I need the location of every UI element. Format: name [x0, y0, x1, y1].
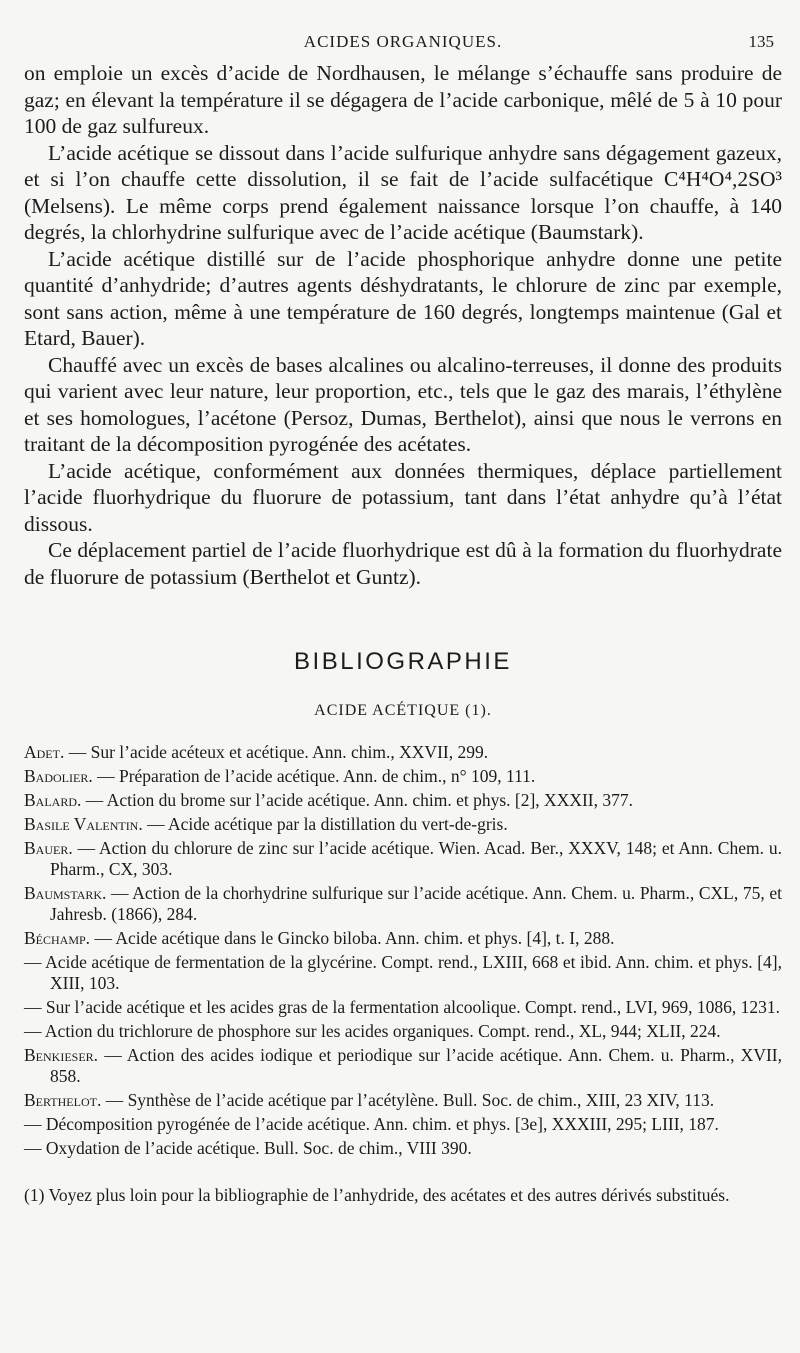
- page-number: 135: [748, 32, 774, 51]
- entry-author: Balard.: [24, 790, 82, 810]
- paragraph: Chauffé avec un excès de bases alcalines ou alcalino-terreuses, il donne des produits qui varient avec leur nature, leur proportion, etc., tels que le gaz des marais, l’éthylène et ses homologues, l’acétone (Persoz, Dumas, Berthelot), ainsi que nous le verrons en traitant de la décomposition pyrogénée des acétates.: [24, 352, 782, 456]
- bibliography-entry: [24, 1021, 782, 1042]
- bibliography-heading: BIBLIOGRAPHIE: [294, 648, 512, 675]
- bibliography-entry: [24, 814, 782, 835]
- entry-text: — Action des acides iodique et periodique sur l’acide acétique. Ann. Chem. u. Pharm., XVII, 858.: [50, 1045, 782, 1086]
- entry-text: — Acide acétique de fermentation de la glycérine. Compt. rend., LXIII, 668 et ibid. Ann. chim. et phys. [4], XIII, 103.: [24, 952, 782, 993]
- entry-text: — Synthèse de l’acide acétique par l’acétylène. Bull. Soc. de chim., XIII, 23 XIV, 113.: [101, 1090, 715, 1110]
- entry-text: — Acide acétique dans le Gincko biloba. Ann. chim. et phys. [4], t. I, 288.: [90, 928, 615, 948]
- bibliography-entry: [24, 766, 782, 787]
- bibliography-entry: [24, 1138, 782, 1159]
- entry-author: Basile Valentin.: [24, 814, 143, 834]
- entry-text: — Préparation de l’acide acétique. Ann. de chim., n° 109, 111.: [92, 766, 536, 786]
- bibliography-entry: [24, 742, 782, 763]
- paragraph: L’acide acétique se dissout dans l’acide sulfurique anhydre sans dégagement gazeux, et si l’on chauffe cette dissolution, il se fait de l’acide sulfacétique C⁴H⁴O⁴,2SO³ (Melsens). Le même corps prend également naissance lorsque l’on chauffe, à 140 degrés, la chlorhydrine sulfurique avec de l’acide acétique (Baumstark).: [24, 140, 782, 244]
- bibliography-entry: [24, 838, 782, 880]
- footnote: (1) Voyez plus loin pour la bibliographie de l’anhydride, des acétates et des autres dérivés substitués.: [24, 1185, 730, 1205]
- bibliography-entry: [24, 1090, 782, 1111]
- entry-author: Badolier.: [24, 766, 93, 786]
- bibliography-entry: [24, 790, 782, 811]
- running-title: ACIDES ORGANIQUES.: [303, 32, 503, 51]
- entry-author: Benkieser.: [24, 1045, 99, 1065]
- entry-text: — Action du chlorure de zinc sur l’acide acétique. Wien. Acad. Ber., XXXV, 148; et Ann. Chem. u. Pharm., CX, 303.: [50, 838, 782, 879]
- entry-text: — Action du brome sur l’acide acétique. Ann. chim. et phys. [2], XXXII, 377.: [81, 790, 633, 810]
- entry-author: Bauer.: [24, 838, 73, 858]
- entry-text: — Acide acétique par la distillation du vert-de-gris.: [142, 814, 508, 834]
- paragraph: L’acide acétique distillé sur de l’acide phosphorique anhydre donne une petite quantité d’anhydride; d’autres agents déshydratants, le chlorure de zinc par exemple, sont sans action, même à une température de 160 degrés, longtemps maintenue (Gal et Etard, Bauer).: [24, 246, 782, 350]
- entry-text: — Action du trichlorure de phosphore sur les acides organiques. Compt. rend., XL, 944; XLII, 224.: [24, 1021, 721, 1041]
- entry-text: — Décomposition pyrogénée de l’acide acétique. Ann. chim. et phys. [3e], XXXIII, 295; LIII, 187.: [24, 1114, 719, 1134]
- entry-text: — Sur l’acide acéteux et acétique. Ann. chim., XXVII, 299.: [64, 742, 489, 762]
- bibliography-entry: [24, 1045, 782, 1087]
- paragraph: Ce déplacement partiel de l’acide fluorhydrique est dû à la formation du fluorhydrate de fluorure de potassium (Berthelot et Guntz).: [24, 538, 782, 589]
- bibliography-entry: [24, 883, 782, 925]
- entry-author: Adet.: [24, 742, 65, 762]
- paragraph: L’acide acétique, conformément aux données thermiques, déplace partiellement l’acide fluorhydrique du fluorure de potassium, tant dans l’état anhydre qu’à l’état dissous.: [24, 458, 782, 536]
- body-text: [24, 60, 782, 590]
- bibliography-entry: [24, 928, 782, 949]
- entry-text: — Oxydation de l’acide acétique. Bull. Soc. de chim., VIII 390.: [24, 1138, 472, 1158]
- entry-author: Béchamp.: [24, 928, 91, 948]
- entry-author: Berthelot.: [24, 1090, 102, 1110]
- running-head: [24, 0, 782, 60]
- bibliography-subheading: ACIDE ACÉTIQUE (1).: [314, 702, 492, 719]
- bibliography-list: [24, 742, 782, 1159]
- entry-author: Baumstark.: [24, 883, 107, 903]
- bibliography-entry: [24, 997, 782, 1018]
- paragraph: on emploie un excès d’acide de Nordhausen, le mélange s’échauffe sans produire de gaz; en élevant la température il se dégagera de l’acide carbonique, mêlé de 5 à 10 pour 100 de gaz sulfureux.: [24, 61, 782, 138]
- bibliography-entry: [24, 1114, 782, 1135]
- entry-text: — Sur l’acide acétique et les acides gras de la fermentation alcoolique. Compt. rend., LVI, 969, 1086, 1231.: [24, 997, 781, 1017]
- bibliography-entry: [24, 952, 782, 994]
- entry-text: — Action de la chorhydrine sulfurique sur l’acide acétique. Ann. Chem. u. Pharm., CXL, 75, et Jahresb. (1866), 284.: [50, 883, 782, 924]
